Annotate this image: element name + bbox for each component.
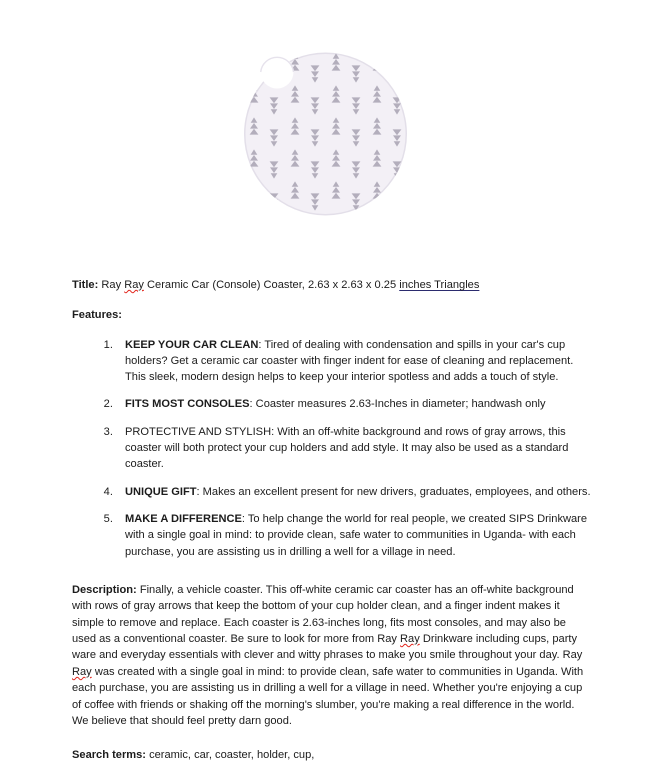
title-text-middle: Ceramic Car (Console) Coaster, 2.63 x 2.63 x 0.25 (143, 279, 400, 291)
feature-body: : Makes an excellent present for new drivers, graduates, employees, and others. (196, 485, 591, 498)
description-paragraph (72, 582, 592, 730)
feature-body: : Coaster measures 2.63-Inches in diameter; handwash only (249, 398, 546, 411)
description-misspelled-word-2: Ray (72, 665, 92, 678)
description-part-2: Drinkware including cups, party ware and everyday essentials with clever and witty phrases to make you smile throughout your day. Ray (72, 633, 583, 662)
coaster-illustration (243, 52, 408, 216)
list-item (116, 424, 592, 473)
feature-heading: UNIQUE GIFT (125, 485, 197, 498)
title-misspelled-word: Ray (124, 279, 144, 291)
feature-heading: MAKE A DIFFERENCE (125, 512, 242, 525)
feature-heading: FITS MOST CONSOLES (125, 398, 250, 411)
list-item (116, 396, 592, 412)
feature-body: : To help change the world for real people, we created SIPS Drinkware with a single goal in mind: to provide clean, safe water to communities in Uganda- with each purchase, you are assisting us in drilling a well for a village in need. (125, 512, 588, 558)
title-label: Title: (72, 279, 99, 291)
features-label: Features: (72, 309, 122, 322)
list-item (116, 484, 592, 500)
search-terms-line (72, 747, 592, 763)
description-misspelled-word-1: Ray (400, 633, 420, 646)
title-line (72, 277, 592, 293)
feature-body: : With an off-white background and rows of gray arrows, this coaster will both protect your cup holders and add style. It may also be used as a standard coaster. (125, 425, 569, 471)
title-linked-text[interactable]: inches Triangles (399, 279, 480, 291)
ceramic-car-coaster-photo (243, 52, 408, 216)
title-text-before: Ray (98, 279, 125, 291)
feature-heading: KEEP YOUR CAR CLEAN (125, 338, 259, 351)
description-part-1: Finally, a vehicle coaster. This off-white ceramic car coaster has an off-white background with rows of gray arrows that keep the bottom of your cup holder clean, and a finger indent makes it simple to remove and replace. Each coaster is 2.63-inches long, fits most consoles, and may also be used as a conventional coaster. Be sure to look for more from Ray (72, 583, 574, 646)
feature-body: : Tired of dealing with condensation and spills in your car's cup holders? Get a ceramic car coaster with finger indent for ease of cleaning and replacement. This sleek, modern design helps to keep your interior spotless and adds a touch of style. (125, 338, 574, 384)
list-item (116, 337, 592, 386)
product-image-container (0, 0, 652, 258)
listing-copy (72, 277, 592, 763)
description-label: Description: (72, 583, 137, 596)
feature-heading: PROTECTIVE AND STYLISH (125, 425, 272, 438)
search-terms-text: ceramic, car, coaster, holder, cup, (146, 748, 315, 761)
list-item (116, 511, 592, 560)
description-part-3: was created with a single goal in mind: to provide clean, safe water to communities in Uganda. With each purchase, you are assisting us in drilling a well for a village in need. Whether you're enjoying a cup of coffee with friends or shaking off the morning's slumber, you're making a real difference in the world. We believe that should feel pretty darn good. (72, 665, 584, 728)
features-list (72, 337, 592, 560)
search-terms-label: Search terms: (72, 748, 146, 761)
